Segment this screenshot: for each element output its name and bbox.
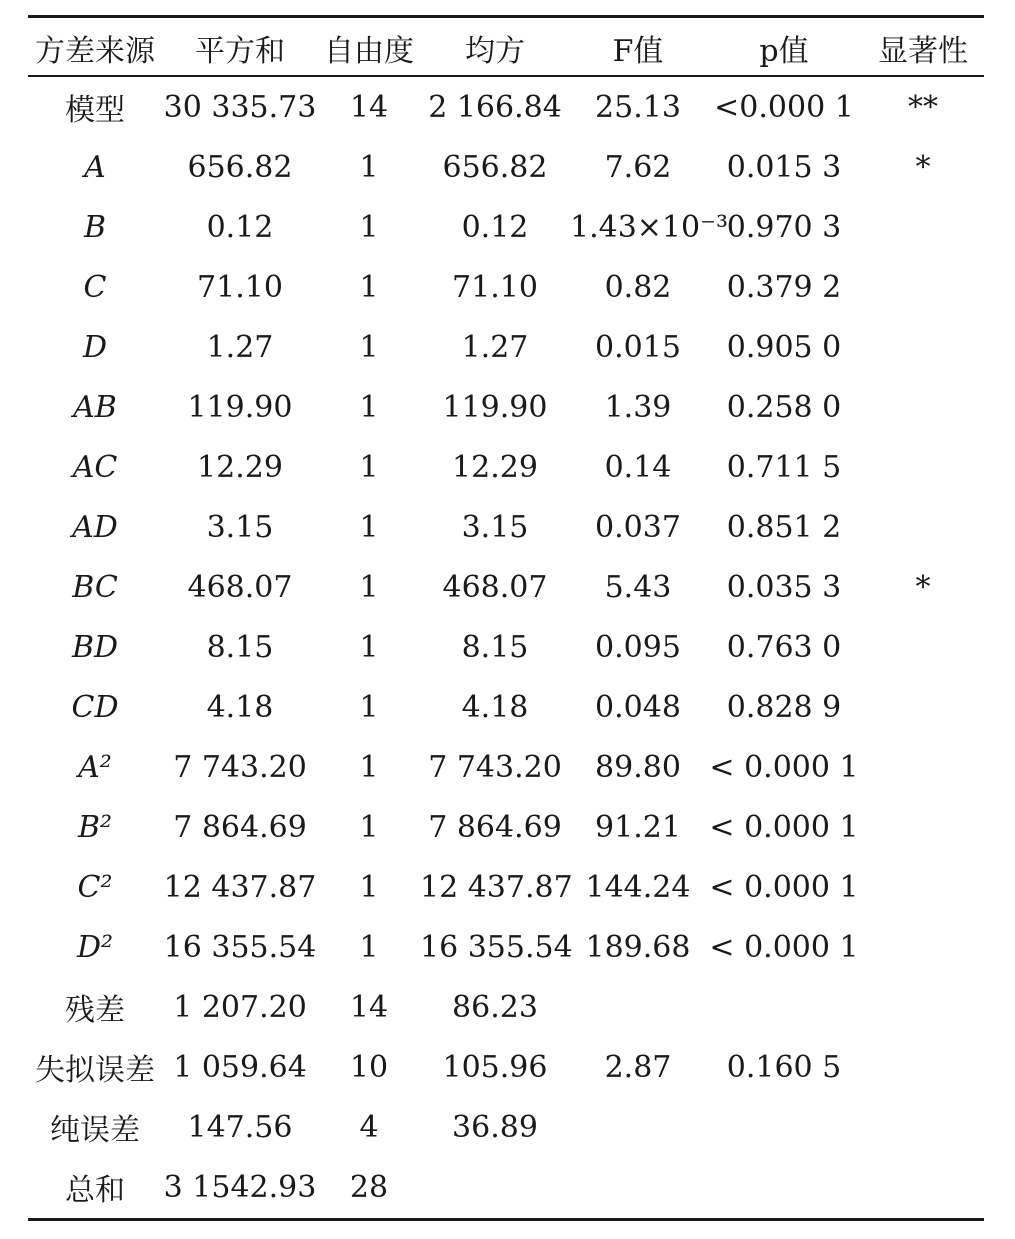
table-row <box>28 317 984 377</box>
table-row <box>28 1097 984 1157</box>
cell-f: 91.21 <box>595 809 681 845</box>
cell-source: D² <box>76 929 114 965</box>
cell-sig <box>862 497 984 557</box>
cell-ms: 71.10 <box>452 269 538 305</box>
cell-source: 残差 <box>65 993 125 1028</box>
cell-p: 0.828 9 <box>726 689 842 725</box>
cell-ms: 36.89 <box>452 1109 538 1145</box>
cell-f: 0.82 <box>604 269 672 305</box>
cell-sig <box>862 1037 984 1097</box>
cell-ms: 16 355.54 <box>420 929 573 965</box>
cell-sig <box>862 257 984 317</box>
cell-ss: 30 335.73 <box>163 89 317 125</box>
cell-p: < 0.000 1 <box>709 749 859 785</box>
cell-source: BD <box>71 629 119 665</box>
cell-source: AB <box>73 389 117 425</box>
cell-sig <box>862 797 984 857</box>
table-row <box>28 197 984 257</box>
cell-p: 0.258 0 <box>726 389 842 425</box>
cell-ss: 119.90 <box>187 389 293 425</box>
cell-df: 1 <box>359 449 379 485</box>
header-source: 方差来源 <box>35 33 155 69</box>
cell-f: 0.048 <box>595 689 681 725</box>
cell-ss: 71.10 <box>197 269 283 305</box>
cell-df: 14 <box>349 989 389 1025</box>
cell-ms: 0.12 <box>461 209 529 245</box>
cell-f: 0.015 <box>595 329 681 365</box>
cell-sig <box>862 197 984 257</box>
cell-ss: 147.56 <box>187 1109 293 1145</box>
cell-ms: 468.07 <box>442 569 548 605</box>
cell-p: 0.905 0 <box>726 329 842 365</box>
cell-sig <box>862 617 984 677</box>
cell-ms: 7 864.69 <box>428 809 562 845</box>
cell-ss: 3 1542.93 <box>163 1169 317 1205</box>
cell-p: 0.851 2 <box>726 509 842 545</box>
cell-f: 2.87 <box>604 1049 672 1085</box>
cell-source: 模型 <box>65 93 125 128</box>
cell-p: < 0.000 1 <box>709 929 859 965</box>
cell-sig <box>862 977 984 1037</box>
cell-ms: 656.82 <box>442 149 548 185</box>
cell-source: A <box>84 149 106 185</box>
cell-f: 1.39 <box>604 389 672 425</box>
cell-sig <box>862 317 984 377</box>
cell-ss: 7 743.20 <box>173 749 307 785</box>
cell-ms: 1.27 <box>461 329 529 365</box>
cell-f: 5.43 <box>604 569 672 605</box>
table-body <box>28 77 984 1217</box>
cell-ss: 0.12 <box>206 209 274 245</box>
table-row <box>28 737 984 797</box>
cell-df: 1 <box>359 809 379 845</box>
header-f-value: F值 <box>612 33 664 69</box>
cell-df: 1 <box>359 569 379 605</box>
cell-ms: 12.29 <box>452 449 538 485</box>
cell-ss: 1 207.20 <box>173 989 307 1025</box>
cell-ms: 105.96 <box>442 1049 548 1085</box>
cell-source: BC <box>72 569 118 605</box>
table-header <box>28 18 984 77</box>
cell-source: 纯误差 <box>50 1113 140 1148</box>
cell-ms: 3.15 <box>461 509 529 545</box>
cell-source: 总和 <box>65 1173 125 1208</box>
cell-p <box>706 977 862 1037</box>
cell-f: 0.14 <box>604 449 672 485</box>
table-row <box>28 377 984 437</box>
header-degrees-of-freedom: 自由度 <box>324 33 414 69</box>
cell-p: < 0.000 1 <box>709 869 859 905</box>
cell-f: 144.24 <box>585 869 691 905</box>
table-row <box>28 257 984 317</box>
cell-f: 189.68 <box>585 929 691 965</box>
cell-p: 0.015 3 <box>726 149 842 185</box>
cell-df: 10 <box>349 1049 389 1085</box>
cell-source: D <box>82 329 108 365</box>
cell-source: B <box>83 209 107 245</box>
anova-table <box>28 18 984 1217</box>
cell-ss: 12 437.87 <box>163 869 317 905</box>
cell-sig <box>862 857 984 917</box>
cell-ss: 3.15 <box>206 509 274 545</box>
cell-source: 失拟误差 <box>35 1053 155 1088</box>
cell-ms: 8.15 <box>461 629 529 665</box>
table-row <box>28 137 984 197</box>
cell-df: 1 <box>359 149 379 185</box>
cell-source: AD <box>72 509 118 545</box>
table-row <box>28 437 984 497</box>
cell-ss: 1.27 <box>206 329 274 365</box>
cell-source: C² <box>77 869 113 905</box>
cell-source: B² <box>77 809 113 845</box>
cell-p: 0.970 3 <box>726 209 842 245</box>
cell-p: 0.763 0 <box>726 629 842 665</box>
cell-df: 1 <box>359 689 379 725</box>
table-row <box>28 677 984 737</box>
cell-df: 14 <box>349 89 389 125</box>
cell-df: 1 <box>359 509 379 545</box>
cell-sig <box>862 437 984 497</box>
cell-p: <0.000 1 <box>714 89 854 125</box>
header-sum-of-squares: 平方和 <box>195 33 285 69</box>
cell-f <box>570 1157 706 1217</box>
cell-df: 1 <box>359 869 379 905</box>
cell-df: 1 <box>359 629 379 665</box>
cell-df: 4 <box>359 1109 379 1145</box>
cell-df: 1 <box>359 269 379 305</box>
header-significance: 显著性 <box>878 33 968 69</box>
cell-sig: * <box>915 569 931 605</box>
cell-f: 0.037 <box>595 509 681 545</box>
table-row <box>28 977 984 1037</box>
table-row <box>28 557 984 617</box>
cell-ss: 468.07 <box>187 569 293 605</box>
bottom-rule <box>28 1218 984 1221</box>
table-row <box>28 797 984 857</box>
cell-sig: ** <box>908 89 938 125</box>
cell-ms: 12 437.87 <box>420 869 573 905</box>
header-p-value: p值 <box>759 33 809 69</box>
cell-source: AC <box>72 449 118 485</box>
cell-sig <box>862 917 984 977</box>
cell-ss: 656.82 <box>187 149 293 185</box>
cell-f: 25.13 <box>595 89 681 125</box>
cell-ms: 119.90 <box>442 389 548 425</box>
cell-ms: 2 166.84 <box>428 89 562 125</box>
cell-sig <box>862 1157 984 1217</box>
cell-f: 0.095 <box>595 629 681 665</box>
cell-source: C <box>83 269 107 305</box>
cell-ss: 12.29 <box>197 449 283 485</box>
cell-f: 1.43×10⁻³ <box>570 209 728 245</box>
cell-ss: 1 059.64 <box>173 1049 307 1085</box>
cell-f <box>570 1097 706 1157</box>
cell-sig <box>862 1097 984 1157</box>
cell-f <box>570 977 706 1037</box>
cell-ss: 16 355.54 <box>163 929 317 965</box>
cell-df: 1 <box>359 929 379 965</box>
cell-ms: 7 743.20 <box>428 749 562 785</box>
cell-df: 28 <box>349 1169 389 1205</box>
cell-p <box>706 1157 862 1217</box>
table-row <box>28 857 984 917</box>
cell-ms: 4.18 <box>461 689 529 725</box>
cell-df: 1 <box>359 389 379 425</box>
cell-ms <box>420 1157 570 1217</box>
cell-p: 0.379 2 <box>726 269 842 305</box>
table-row <box>28 497 984 557</box>
cell-df: 1 <box>359 209 379 245</box>
cell-sig <box>862 377 984 437</box>
cell-sig <box>862 677 984 737</box>
table-row <box>28 1157 984 1217</box>
cell-f: 7.62 <box>604 149 672 185</box>
header-row <box>28 18 984 77</box>
cell-df: 1 <box>359 329 379 365</box>
cell-p: 0.160 5 <box>726 1049 842 1085</box>
cell-sig: * <box>915 149 931 185</box>
table-row <box>28 617 984 677</box>
cell-p: 0.711 5 <box>726 449 842 485</box>
cell-sig <box>862 737 984 797</box>
cell-p: < 0.000 1 <box>709 809 859 845</box>
header-mean-square: 均方 <box>465 33 525 69</box>
cell-source: CD <box>71 689 119 725</box>
cell-ss: 4.18 <box>206 689 274 725</box>
cell-p <box>706 1097 862 1157</box>
cell-ss: 7 864.69 <box>173 809 307 845</box>
cell-ss: 8.15 <box>206 629 274 665</box>
table-row <box>28 1037 984 1097</box>
table-row <box>28 77 984 137</box>
table-row <box>28 917 984 977</box>
cell-p: 0.035 3 <box>726 569 842 605</box>
cell-df: 1 <box>359 749 379 785</box>
cell-source: A² <box>78 749 112 785</box>
cell-ms: 86.23 <box>452 989 538 1025</box>
cell-f: 89.80 <box>595 749 681 785</box>
